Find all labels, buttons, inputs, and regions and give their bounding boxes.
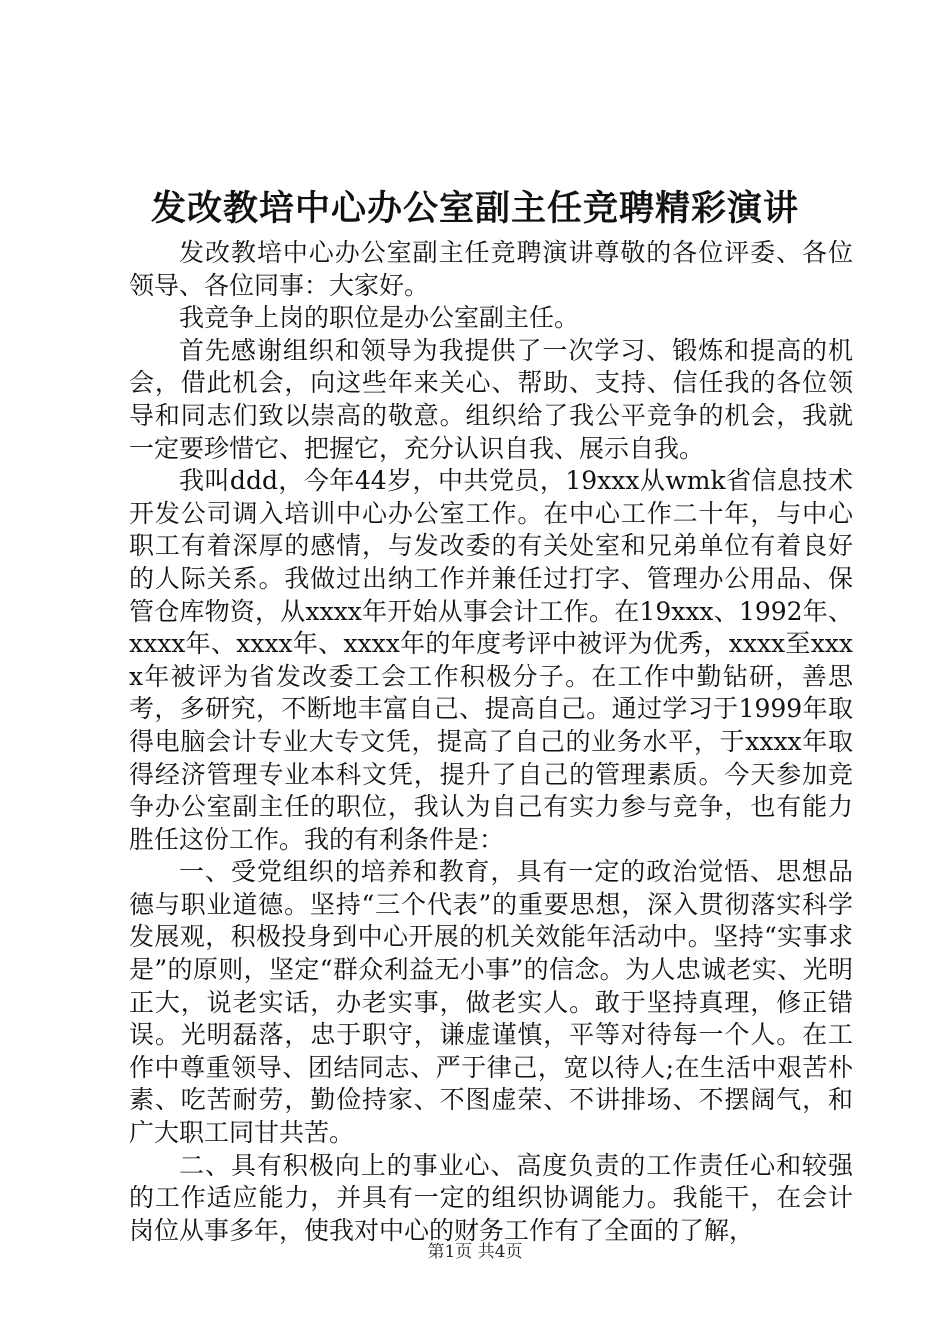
page-footer: 第1页 共4页	[427, 1242, 523, 1262]
paragraph-point-one: 一、受党组织的培养和教育，具有一定的政治觉悟、思想品德与职业道德。坚持“三个代表”的重要思想，深入贯彻落实科学发展观，积极投身到中心开展的机关效能年活动中。坚持“实事求是”的原则，坚定“群众利益无小事”的信念。为人忠诚老实、光明正大，说老实话，办老实事，做老实人。敢于坚持真理，修正错误。光明磊落，忠于职守，谦虚谨慎，平等对待每一个人。在工作中尊重领导、团结同志、严于律己，宽以待人;在生活中艰苦朴素、吃苦耐劳，勤俭持家、不图虚荣、不讲排场、不摆阔气，和广大职工同甘共苦。	[129, 857, 853, 1148]
paragraph-greeting: 发改教培中心办公室副主任竞聘演讲尊敬的各位评委、各位领导、各位同事：大家好。	[129, 238, 853, 300]
paragraph-point-two: 二、具有积极向上的事业心、高度负责的工作责任心和较强的工作适应能力，并具有一定的组织协调能力。我能干，在会计岗位从事多年，使我对中心的财务工作有了全面的了解，	[129, 1150, 853, 1245]
paragraph-thanks: 首先感谢组织和领导为我提供了一次学习、锻炼和提高的机会，借此机会，向这些年来关心、帮助、支持、信任我的各位领导和同志们致以崇高的敬意。组织给了我公平竞争的机会，我就一定要珍惜它、把握它，充分认识自我、展示自我。	[129, 335, 853, 463]
paragraph-introduction: 我叫ddd，今年44岁，中共党员，19xxx从wmk省信息技术开发公司调入培训中心办公室工作。在中心工作二十年，与中心职工有着深厚的感情，与发改委的有关处室和兄弟单位有着良好的人际关系。我做过出纳工作并兼任过打字、管理办公用品、保管仓库物资，从xxxx年开始从事会计工作。在19xxx、1992年、xxxx年、xxxx年、xxxx年的年度考评中被评为优秀，xxxx至xxxx年被评为省发改委工会工作积极分子。在工作中勤钻研，善思考，多研究，不断地丰富自己、提高自己。通过学习于1999年取得电脑会计专业大专文凭，提高了自己的业务水平，于xxxx年取得经济管理专业本科文凭，提升了自己的管理素质。今天参加竞争办公室副主任的职位，我认为自己有实力参与竞争，也有能力胜任这份工作。我的有利条件是：	[129, 466, 853, 854]
paragraph-position: 我竞争上岗的职位是办公室副主任。	[179, 303, 580, 333]
document-title: 发改教培中心办公室副主任竞聘精彩演讲	[150, 188, 799, 229]
document-body	[129, 237, 853, 1247]
